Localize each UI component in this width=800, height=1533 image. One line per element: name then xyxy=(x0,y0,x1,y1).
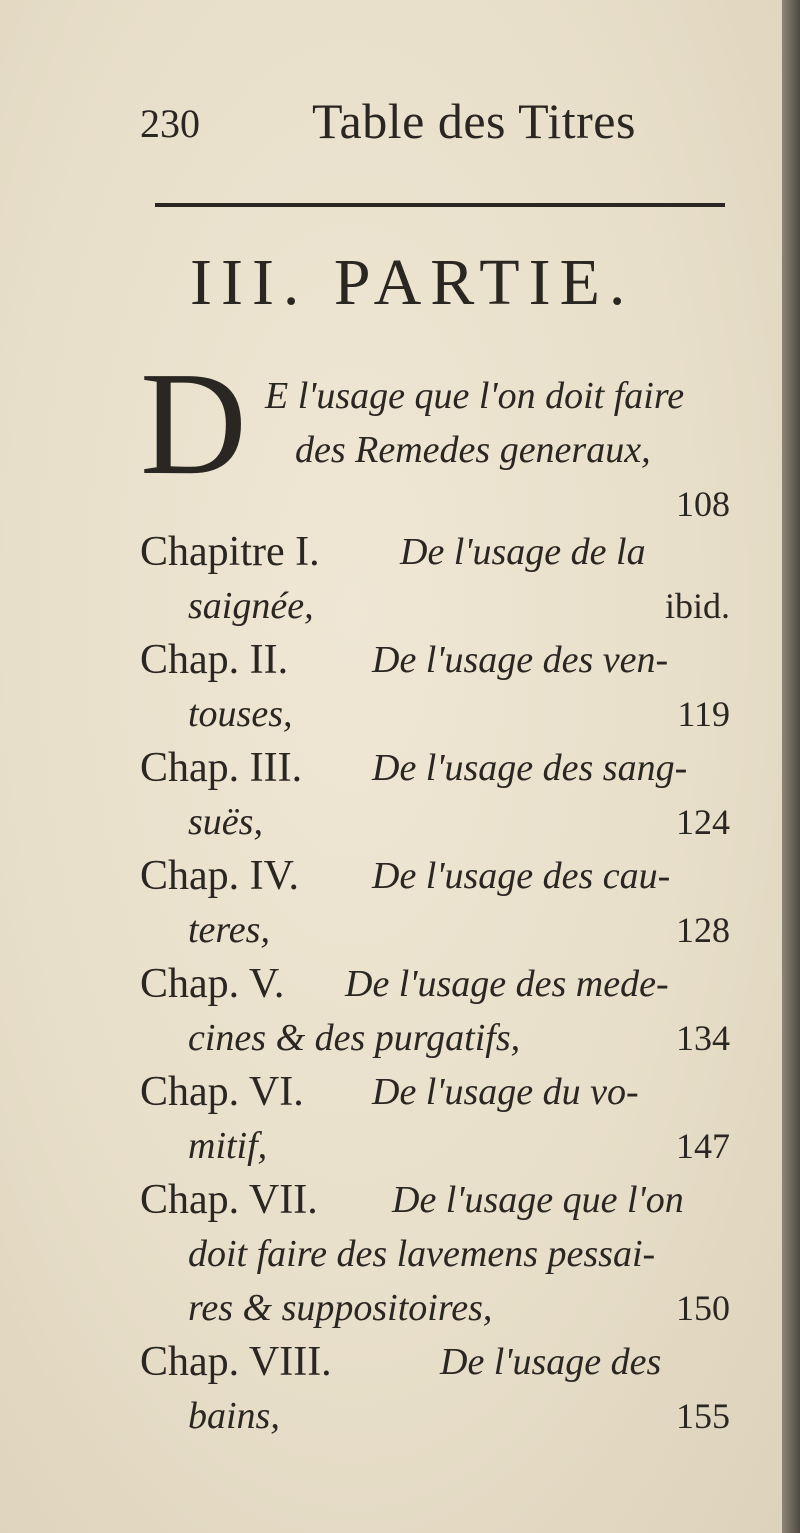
chapter-title-line: cines & des purgatifs, xyxy=(188,1017,521,1059)
chapter-page: 150 xyxy=(676,1288,730,1328)
chapter-page: 119 xyxy=(677,694,730,734)
intro-page: 108 xyxy=(676,484,730,524)
running-head xyxy=(140,92,700,152)
chapter-heading: Chap. IV. xyxy=(140,853,300,899)
chapter-page: 128 xyxy=(676,910,730,950)
chapter-heading: Chap. VI. xyxy=(140,1069,304,1115)
chapter-title-line: doit faire des lavemens pessai- xyxy=(188,1233,656,1275)
intro-line-1: E l'usage que l'on doit faire xyxy=(265,375,685,417)
chapter-title-line: De l'usage des mede- xyxy=(345,963,669,1005)
chapter-heading: Chap. III. xyxy=(140,745,303,791)
chapter-page: 134 xyxy=(676,1018,730,1058)
chapter-title-line: De l'usage du vo- xyxy=(372,1071,639,1113)
chapter-page: 124 xyxy=(676,802,730,842)
chapter-title-line: touses, xyxy=(188,693,293,735)
chapter-page: 147 xyxy=(676,1126,730,1166)
chapter-title-line: De l'usage des cau- xyxy=(372,855,671,897)
chapter-title-line: suës, xyxy=(188,801,263,843)
chapter-page: ibid. xyxy=(664,586,730,626)
part-title: III. PARTIE. xyxy=(190,246,635,319)
chapter-title-line: saignée, xyxy=(188,585,314,627)
chapter-heading: Chap. II. xyxy=(140,637,289,683)
chapter-title-line: De l'usage des sang- xyxy=(372,747,688,789)
page-number: 230 xyxy=(140,101,200,146)
chapter-title-line: mitif, xyxy=(188,1125,268,1167)
chapter-title-line: teres, xyxy=(188,909,270,951)
intro-line-2: des Remedes generaux, xyxy=(295,429,651,471)
chapter-title-line: res & suppositoires, xyxy=(188,1287,493,1329)
chapter-title-line: De l'usage que l'on xyxy=(392,1179,684,1221)
chapter-page: 155 xyxy=(676,1396,730,1436)
chapter-heading: Chap. V. xyxy=(140,961,285,1007)
running-title: Table des Titres xyxy=(312,93,636,149)
chapter-title-line: De l'usage des ven- xyxy=(372,639,669,681)
chapter-title-line: De l'usage de la xyxy=(400,531,646,573)
chapter-heading: Chapitre I. xyxy=(140,529,320,575)
chapter-heading: Chap. VII. xyxy=(140,1177,318,1223)
chapter-title-line: bains, xyxy=(188,1395,280,1437)
header-rule xyxy=(155,203,725,207)
chapter-title-line: De l'usage des xyxy=(440,1341,662,1383)
page-edge-shadow xyxy=(782,0,800,1533)
drop-cap: D xyxy=(140,342,247,506)
chapter-heading: Chap. VIII. xyxy=(140,1339,332,1385)
